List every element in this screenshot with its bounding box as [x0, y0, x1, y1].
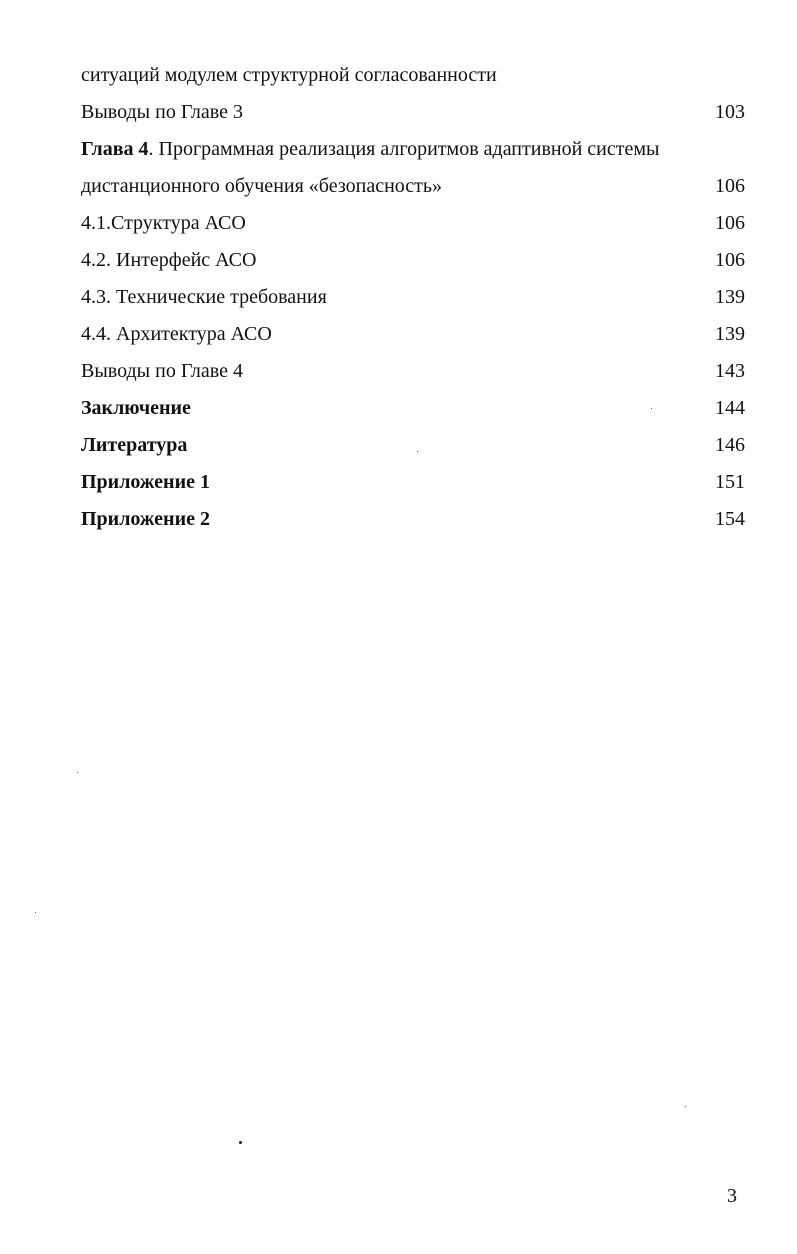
scan-speck: [77, 772, 78, 773]
toc-entry-page: 146: [715, 434, 745, 456]
toc-entry-conclusions-ch4: [81, 356, 745, 386]
toc-entry-appendix-1: [81, 467, 745, 497]
toc-entry-text: [81, 134, 659, 164]
toc-entry-text: Приложение 2: [81, 508, 210, 530]
toc-entry-continuation: [81, 60, 745, 90]
toc-entry-4-2: [81, 245, 745, 275]
toc-entry-text: Выводы по Главе 3: [81, 101, 243, 123]
scan-speck: [685, 1106, 686, 1107]
toc-entry-conclusions-ch3: [81, 97, 745, 127]
toc-entry-chapter-4: [81, 134, 745, 164]
toc-entry-4-4: [81, 319, 745, 349]
toc-entry-4-3: [81, 282, 745, 312]
toc-entry-text: Литература: [81, 434, 188, 456]
toc-entry-page: 139: [715, 323, 745, 345]
toc-entry-page: 106: [715, 212, 745, 234]
toc-entry-text: 4.3. Технические требования: [81, 286, 327, 308]
toc-entry-page: 106: [715, 249, 745, 271]
chapter-title: . Программная реализация алгоритмов адаптивной системы: [148, 138, 660, 160]
page-number: 3: [727, 1185, 737, 1207]
toc-entry-literature: [81, 430, 745, 460]
toc-entry-appendix-2: [81, 504, 745, 534]
toc-entry-text: дистанционного обучения «безопасность»: [81, 175, 443, 197]
toc-entry-page: 143: [715, 360, 745, 382]
toc-entry-text: Выводы по Главе 4: [81, 360, 243, 382]
toc-entry-page: 151: [715, 471, 745, 493]
toc-entry-text: Приложение 1: [81, 471, 210, 493]
toc-entry-conclusion: [81, 393, 745, 423]
toc-entry-page: 103: [715, 101, 745, 123]
toc-entry-text: 4.4. Архитектура АСО: [81, 323, 272, 345]
scan-speck: [417, 451, 418, 452]
toc-entry-text: ситуаций модулем структурной согласованности: [81, 64, 497, 86]
toc-entry-text: Заключение: [81, 397, 191, 419]
toc-entry-chapter-4-cont: [81, 171, 745, 201]
toc-entry-page: 139: [715, 286, 745, 308]
toc-entry-4-1: [81, 208, 745, 238]
toc-entry-page: 144: [715, 397, 745, 419]
toc-entry-text: 4.1.Структура АСО: [81, 212, 246, 234]
toc-entry-page: 154: [715, 508, 745, 530]
scan-speck: [35, 912, 36, 913]
toc-entry-page: 106: [715, 175, 745, 197]
scan-speck: [239, 1141, 242, 1144]
toc-entry-text: 4.2. Интерфейс АСО: [81, 249, 257, 271]
chapter-label: Глава 4: [81, 138, 149, 160]
scan-speck: [651, 408, 652, 409]
